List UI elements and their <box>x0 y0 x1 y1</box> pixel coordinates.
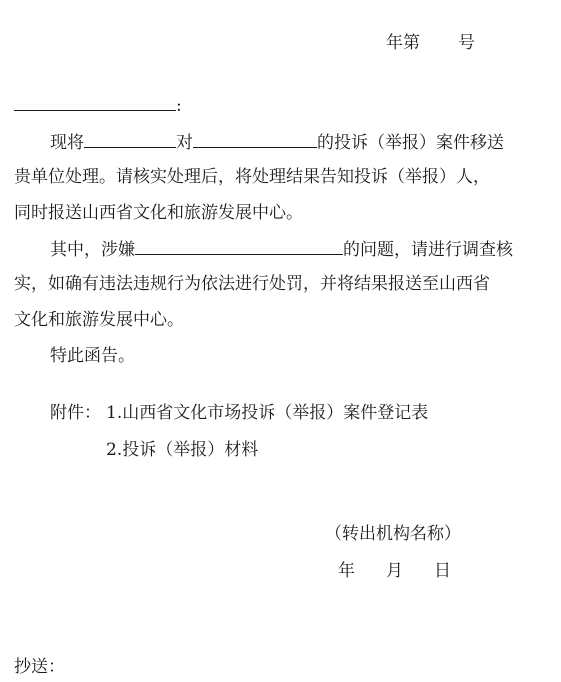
suspected-issue-blank <box>135 240 343 255</box>
issuing-organization: （转出机构名称） <box>325 524 461 544</box>
para2-line2: 实，如确有违法违规行为依法进行处罚，并将结果报送至山西省 <box>14 274 490 294</box>
para1-line1 <box>50 133 504 152</box>
para1-text-a: 现将 <box>50 133 84 153</box>
target-blank <box>84 133 176 148</box>
addressee-line <box>14 96 182 115</box>
para2-text-b: 的问题，请进行调查核 <box>343 240 513 260</box>
attachment-item-1: 1.山西省文化市场投诉（举报）案件登记表 <box>106 403 429 423</box>
addressee-blank <box>14 96 176 111</box>
para1-line3: 同时报送山西省文化和旅游发展中心。 <box>14 203 303 223</box>
para2-line1 <box>50 240 513 259</box>
attachments-label: 附件： <box>50 403 101 423</box>
attachment-item-2: 2.投诉（举报）材料 <box>106 440 259 460</box>
addressee-colon: : <box>176 96 182 116</box>
date-year: 年 <box>338 561 355 581</box>
closing-phrase: 特此函告。 <box>50 346 135 366</box>
para1-line2: 贵单位处理。请核实处理后，将处理结果告知投诉（举报）人， <box>14 167 490 187</box>
para2-text-a: 其中，涉嫌 <box>50 240 135 260</box>
date-day: 日 <box>434 561 451 581</box>
document-number-year: 年第 <box>386 33 420 53</box>
document-number-label: 号 <box>458 33 475 53</box>
para1-text-b: 对 <box>176 133 193 153</box>
cc-label: 抄送： <box>14 657 65 677</box>
para2-line3: 文化和旅游发展中心。 <box>14 310 184 330</box>
para1-text-c: 的投诉（举报）案件移送 <box>317 133 504 153</box>
date-month: 月 <box>386 561 403 581</box>
subject-blank <box>193 133 317 148</box>
